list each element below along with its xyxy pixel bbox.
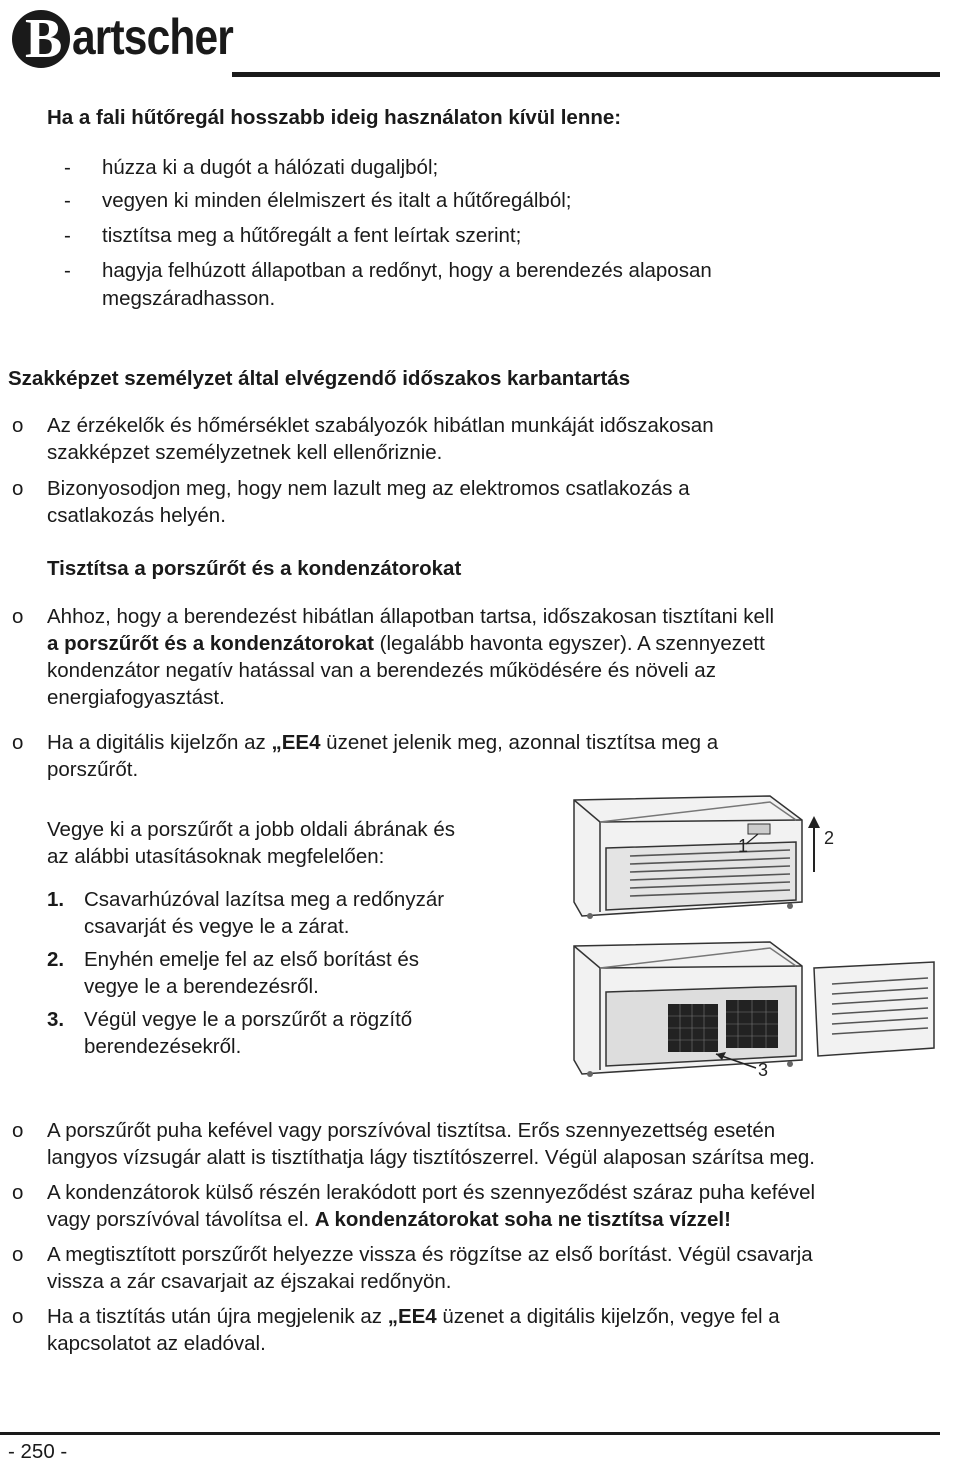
- text: Ha a digitális kijelzőn az: [47, 731, 272, 754]
- error-code: „EE4: [387, 1305, 437, 1328]
- paragraph: porszűrőt.: [47, 758, 139, 781]
- paragraph: az alábbi utasításoknak megfelelően:: [47, 845, 385, 868]
- dash-marker: -: [64, 189, 71, 212]
- section3-title: Tisztítsa a porszűrőt és a kondenzátorokat: [47, 557, 462, 580]
- lock-icon: [748, 824, 770, 834]
- list-item: szakképzet személyzetnek kell ellenőriznie.: [47, 441, 443, 464]
- bullet-marker: o: [12, 1119, 24, 1142]
- paragraph: kapcsolatot az eladóval.: [47, 1332, 266, 1355]
- list-item: megszáradhasson.: [102, 287, 276, 310]
- text: üzenet jelenik meg, azonnal tisztítsa meg a: [320, 731, 719, 754]
- logo-initial: B: [25, 8, 63, 70]
- figure-remove-cover: [570, 792, 860, 922]
- text: Ha a tisztítás után újra megjelenik az: [47, 1305, 388, 1328]
- paragraph: kondenzátor negatív hatással van a berendezés működésére és növeli az: [47, 659, 716, 682]
- paragraph: vissza a zár csavarjait az éjszakai redőnyön.: [47, 1270, 452, 1293]
- step-text: berendezésekről.: [84, 1035, 242, 1058]
- step-text: Csavarhúzóval lazítsa meg a redőnyzár: [84, 888, 445, 911]
- list-item: csatlakozás helyén.: [47, 504, 226, 527]
- list-item: hagyja felhúzott állapotban a redőnyt, hogy a berendezés alaposan: [102, 259, 712, 282]
- bullet-marker: o: [12, 1181, 24, 1204]
- logo-wordmark: artscher: [72, 9, 233, 65]
- step-text: Végül vegye le a porszűrőt a rögzítő: [84, 1008, 413, 1031]
- text: üzenet a digitális kijelzőn, vegye fel a: [436, 1305, 780, 1328]
- text: vagy porszívóval távolítsa el.: [47, 1208, 315, 1231]
- list-item: tisztítsa meg a hűtőregált a fent leírtak szerint;: [102, 224, 522, 247]
- figure-remove-filter: [570, 940, 940, 1082]
- dash-marker: -: [64, 224, 71, 247]
- bullet-marker: o: [12, 731, 24, 754]
- step-text: Enyhén emelje fel az első borítást és: [84, 948, 420, 971]
- warning-text: A kondenzátorokat soha ne tisztítsa vízzel!: [314, 1208, 731, 1231]
- list-item: húzza ki a dugót a hálózati dugaljból;: [102, 156, 439, 179]
- header-rule: [232, 72, 940, 77]
- paragraph: A kondenzátorok külső részén lerakódott port és szennyeződést száraz puha kefével: [47, 1181, 816, 1204]
- figure-label: 1: [738, 836, 749, 856]
- bold-text: a porszűrőt és a kondenzátorokat: [47, 632, 374, 655]
- step-number: 1.: [47, 888, 65, 911]
- error-code: „EE4: [271, 731, 321, 754]
- list-item: vegyen ki minden élelmiszert és italt a hűtőregálból;: [102, 189, 572, 212]
- paragraph: A porszűrőt puha kefével vagy porszívóval tisztítsa. Erős szennyezettség esetén: [47, 1119, 776, 1142]
- paragraph: [47, 1206, 731, 1233]
- paragraph: A megtisztított porszűrőt helyezze vissza és rögzítse az első borítást. Végül csavarja: [47, 1243, 813, 1266]
- step-number: 2.: [47, 948, 65, 971]
- paragraph: [47, 1303, 780, 1330]
- bullet-marker: o: [12, 477, 24, 500]
- bullet-marker: o: [12, 414, 24, 437]
- list-item: Az érzékelők és hőmérséklet szabályozók hibátlan munkáját időszakosan: [47, 414, 714, 437]
- page-number: - 250 -: [8, 1440, 68, 1463]
- section2-title: Szakképzet személyzet által elvégzendő időszakos karbantartás: [8, 367, 631, 390]
- paragraph: Vegye ki a porszűrőt a jobb oldali ábrának és: [47, 818, 455, 841]
- paragraph: langyos vízsugár alatt is tisztíthatja lágy tisztítószerrel. Végül alaposan szárítsa meg.: [47, 1146, 815, 1169]
- section1-title: Ha a fali hűtőregál hosszabb ideig használaton kívül lenne:: [47, 106, 622, 129]
- paragraph: [47, 729, 718, 756]
- footer-rule: [0, 1432, 940, 1435]
- bullet-marker: o: [12, 605, 24, 628]
- step-text: vegye le a berendezésről.: [84, 975, 319, 998]
- list-item: Bizonyosodjon meg, hogy nem lazult meg az elektromos csatlakozás a: [47, 477, 690, 500]
- step-text: csavarját és vegye le a zárat.: [84, 915, 350, 938]
- step-number: 3.: [47, 1008, 65, 1031]
- bullet-marker: o: [12, 1243, 24, 1266]
- bullet-marker: o: [12, 1305, 24, 1328]
- paragraph: [47, 630, 765, 657]
- figure-label: 2: [824, 828, 835, 848]
- paragraph: energiafogyasztást.: [47, 686, 225, 709]
- paragraph: Ahhoz, hogy a berendezést hibátlan állapotban tartsa, időszakosan tisztítani kell: [47, 605, 775, 628]
- dash-marker: -: [64, 259, 71, 282]
- dash-marker: -: [64, 156, 71, 179]
- text: (legalább havonta egyszer). A szennyezett: [373, 632, 765, 655]
- figure-label: 3: [758, 1060, 769, 1080]
